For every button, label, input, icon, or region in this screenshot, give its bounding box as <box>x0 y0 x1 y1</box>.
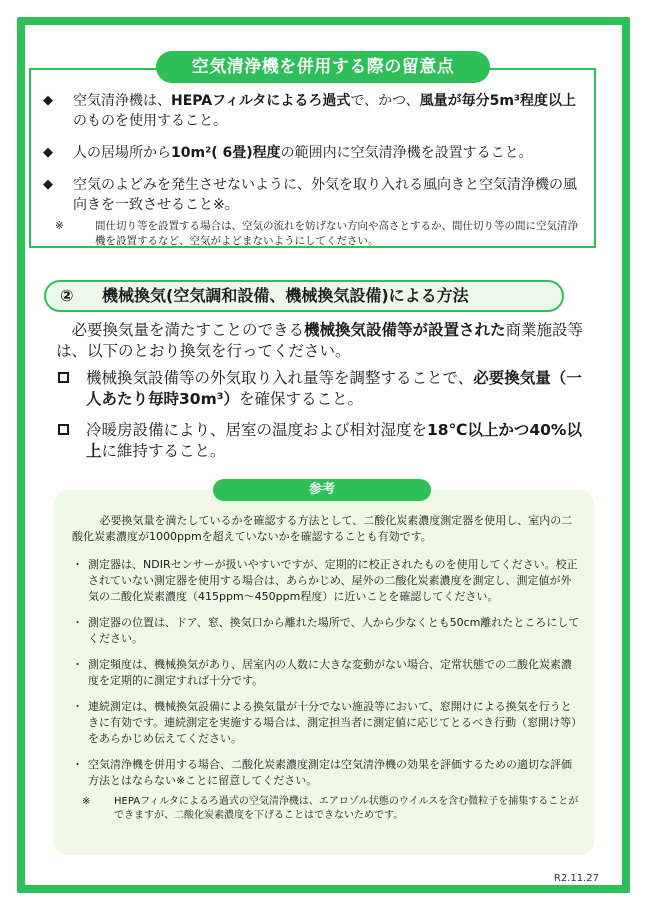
reference-intro: 必要換気量を満たしているかを確認する方法として、二酸化炭素濃度測定器を使用し、室内の二酸化炭素濃度が1000ppmを超えていないかを確認することも有効です。 <box>72 514 573 543</box>
square-bullet-icon <box>58 424 69 435</box>
notice-item-text: で、かつ、 <box>350 93 420 109</box>
reference-item <box>72 757 582 789</box>
section-title-text: 機械換気(空気調和設備、機械換気設備)による方法 <box>102 286 469 305</box>
notice-note <box>55 219 587 249</box>
section-intro-bold: 機械換気設備等が設置された <box>304 321 506 339</box>
reference-content <box>72 513 582 823</box>
notice-item-bold: 10m²( 6畳)程度 <box>171 145 281 161</box>
notice-item-text: 人の居場所から <box>73 145 171 161</box>
notice-note-text: 間仕切り等を設置する場合は、空気の流れを妨げない方向や高さとするか、間仕切り等の間に空気清浄機を設置するなど、空気がよどまないようにしてください。 <box>95 220 578 247</box>
notice-item <box>43 91 587 131</box>
notice-list <box>43 91 587 249</box>
bullet-dot-icon: ・ <box>72 700 83 713</box>
reference-item-text: 測定器は、NDIRセンサーが扱いやすいですが、定期的に校正されたものを使用してください。校正されていない測定器を使用する場合は、あらかじめ、屋外の二酸化炭素濃度を測定し、測定値が外気の二酸化炭素濃度（415ppm〜450ppm程度）に近いことを確認してください。 <box>88 558 578 603</box>
checklist-item-text: を確保すること。 <box>239 390 364 408</box>
notice-item <box>43 143 587 163</box>
section-title <box>44 280 564 312</box>
notice-item-text: の範囲内に空気清浄機を設置すること。 <box>280 145 533 161</box>
note-mark: ※ <box>55 220 64 232</box>
section-intro-text: 商業施設等は、以下のとおり換気を行ってください。 <box>56 321 584 360</box>
reference-item-text: 連続測定は、機械換気設備による換気量が十分でない施設等において、窓開けによる換気を行うときに有効です。連続測定を実施する場合は、測定担当者に測定値に応じてとるべき行動（窓開け等）をあらかじめ伝えてください。 <box>88 700 577 745</box>
diamond-bullet-icon: ◆ <box>43 93 53 108</box>
checklist-item-bold: 18℃以上かつ40%以上 <box>86 421 582 460</box>
reference-item <box>72 557 582 605</box>
section-body <box>56 320 596 472</box>
checklist-item-text: 機械換気設備等の外気取り入れ量等を調整することで、 <box>86 369 474 387</box>
notice-item-text: 空気のよどみを発生させないように、外気を取り入れる風向きと空気清浄機の風向きを一致させること※。 <box>73 177 577 213</box>
checklist-item-text: 冷暖房設備により、居室の温度および相対湿度を <box>86 421 428 439</box>
checklist-item <box>56 368 596 410</box>
notice-item <box>43 175 587 215</box>
reference-title: 参考 <box>213 479 431 501</box>
notice-item-text: のものを使用すること。 <box>73 113 227 129</box>
checklist-item <box>56 420 596 462</box>
reference-item-text: 測定器の位置は、ドア、窓、換気口から離れた場所で、人から少なくとも50cm離れたところにしてください。 <box>88 616 580 645</box>
checklist-item-text: に維持すること。 <box>101 442 226 460</box>
diamond-bullet-icon: ◆ <box>43 145 53 160</box>
note-mark: ※ <box>82 796 91 807</box>
reference-note <box>82 795 582 823</box>
reference-item <box>72 615 582 647</box>
notice-title: 空気清浄機を併用する際の留意点 <box>156 51 490 83</box>
reference-item-text: 空気清浄機を併用する場合、二酸化炭素濃度測定は空気清浄機の効果を評価するための適切な評価方法とはならない※ことに留意してください。 <box>88 758 572 787</box>
reference-item-text: 測定頻度は、機械換気があり、居室内の人数に大きな変動がない場合、定常状態での二酸化炭素濃度を定期的に測定すれば十分です。 <box>88 658 572 687</box>
diamond-bullet-icon: ◆ <box>43 177 53 192</box>
bullet-dot-icon: ・ <box>72 658 83 671</box>
notice-item-bold: 風量が毎分5m³程度以上 <box>419 93 577 109</box>
square-bullet-icon <box>58 372 69 383</box>
notice-item-bold: HEPAフィルタによるろ過式 <box>171 93 351 109</box>
reference-note-text: HEPAフィルタによるろ過式の空気清浄機は、エアロゾル状態のウイルスを含む微粒子を捕集することができますが、二酸化炭素濃度を下げることはできないためです。 <box>114 796 579 821</box>
reference-item <box>72 699 582 747</box>
checklist-item-bold: 必要換気量（一人あたり毎時30m³） <box>86 369 582 408</box>
section-intro-text: 必要換気量を満たすことのできる <box>71 321 305 339</box>
notice-item-text: 空気清浄機は、 <box>73 93 171 109</box>
bullet-dot-icon: ・ <box>72 616 83 629</box>
bullet-dot-icon: ・ <box>72 758 83 771</box>
section-intro <box>56 320 596 362</box>
reference-item <box>72 657 582 689</box>
document-date: R2.11.27 <box>553 873 599 884</box>
bullet-dot-icon: ・ <box>72 558 83 571</box>
section-number: ② <box>60 286 74 305</box>
